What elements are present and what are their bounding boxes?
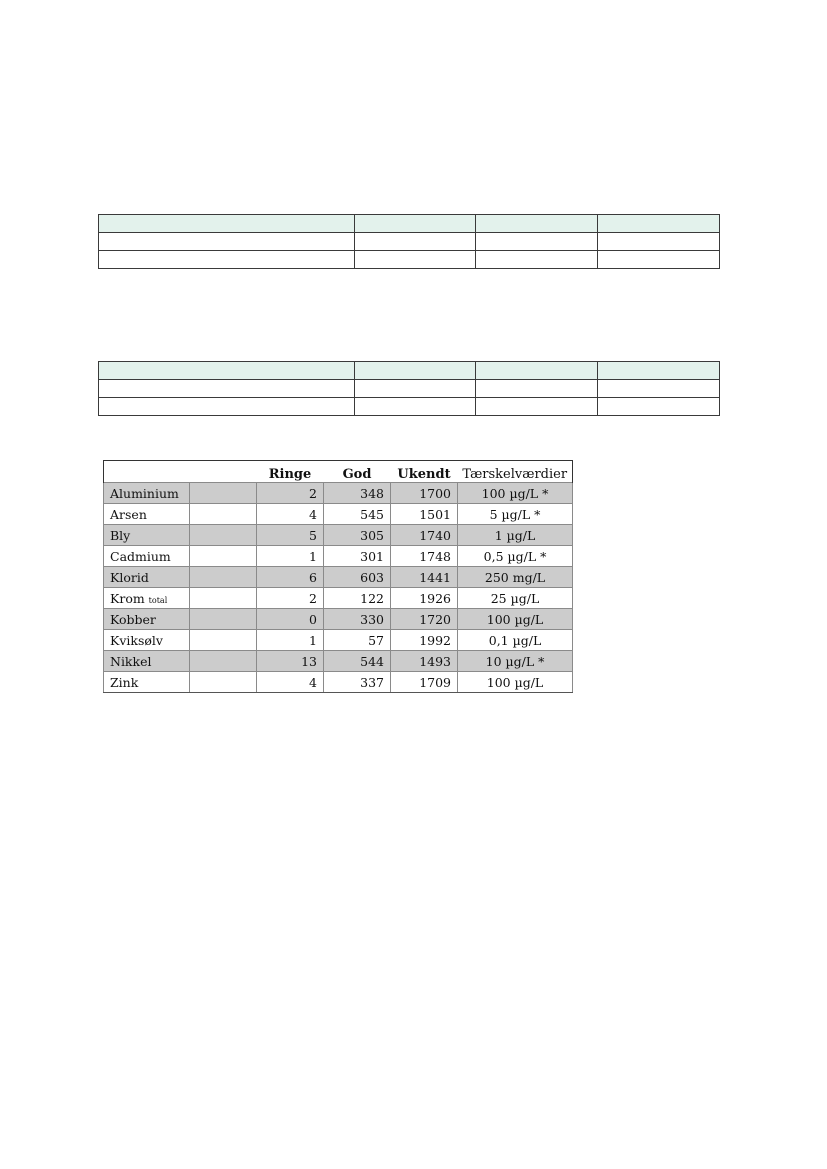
blank-cell (190, 567, 257, 588)
header-god: God (324, 461, 391, 483)
ukendt-value: 1720 (391, 609, 458, 630)
table-cell (476, 398, 598, 416)
ringe-value: 6 (257, 567, 324, 588)
metal-name (104, 504, 190, 525)
table-row (104, 483, 573, 504)
threshold-value: 250 mg/L (458, 567, 573, 588)
metal-name (104, 630, 190, 651)
ukendt-value: 1992 (391, 630, 458, 651)
table-cell (598, 380, 720, 398)
table-row (99, 380, 720, 398)
ukendt-value: 1493 (391, 651, 458, 672)
threshold-value: 25 µg/L (458, 588, 573, 609)
table-row (104, 609, 573, 630)
table-row (104, 504, 573, 525)
table-row (104, 672, 573, 693)
god-value: 337 (324, 672, 391, 693)
metal-name-text: Arsen (110, 506, 147, 522)
threshold-value: 5 µg/L * (458, 504, 573, 525)
ringe-value: 2 (257, 588, 324, 609)
table-cell (99, 380, 355, 398)
threshold-value: 1 µg/L (458, 525, 573, 546)
table-cell (355, 380, 476, 398)
table-cell (476, 362, 598, 380)
threshold-value: 10 µg/L * (458, 651, 573, 672)
ringe-value: 4 (257, 672, 324, 693)
table-cell (99, 362, 355, 380)
header-name (104, 461, 190, 483)
metal-name-text: Kobber (110, 611, 156, 627)
metal-name-text: Klorid (110, 569, 149, 585)
god-value: 544 (324, 651, 391, 672)
table-cell (598, 233, 720, 251)
threshold-value: 0,5 µg/L * (458, 546, 573, 567)
table-cell (355, 215, 476, 233)
table-row (104, 630, 573, 651)
ukendt-value: 1740 (391, 525, 458, 546)
table-cell (476, 233, 598, 251)
table-row (104, 525, 573, 546)
header-ringe: Ringe (257, 461, 324, 483)
table-cell (598, 398, 720, 416)
metal-name-text: Cadmium (110, 548, 171, 564)
metal-name (104, 525, 190, 546)
metal-name (104, 483, 190, 504)
table-cell (355, 233, 476, 251)
table-cell (355, 251, 476, 269)
empty-table-1 (98, 214, 720, 269)
table-cell (598, 362, 720, 380)
metal-name (104, 651, 190, 672)
blank-cell (190, 483, 257, 504)
ukendt-value: 1501 (391, 504, 458, 525)
header-blank (190, 461, 257, 483)
ringe-value: 1 (257, 630, 324, 651)
ringe-value: 1 (257, 546, 324, 567)
ringe-value: 4 (257, 504, 324, 525)
ringe-value: 2 (257, 483, 324, 504)
blank-cell (190, 546, 257, 567)
god-value: 603 (324, 567, 391, 588)
blank-cell (190, 630, 257, 651)
metals-header-row (104, 461, 573, 483)
table-cell (598, 215, 720, 233)
ukendt-value: 1709 (391, 672, 458, 693)
table-header-row (99, 362, 720, 380)
metal-name-text: Kviksølv (110, 632, 163, 648)
metal-name-subscript: total (148, 595, 168, 605)
table-row (99, 233, 720, 251)
ukendt-value: 1700 (391, 483, 458, 504)
metal-name (104, 672, 190, 693)
table-cell (99, 398, 355, 416)
ukendt-value: 1748 (391, 546, 458, 567)
table-cell (476, 251, 598, 269)
table-row (104, 651, 573, 672)
table-cell (99, 251, 355, 269)
blank-cell (190, 609, 257, 630)
empty-table-2 (98, 361, 720, 416)
metal-name-text: Bly (110, 527, 131, 543)
ringe-value: 0 (257, 609, 324, 630)
metal-name-text: Nikkel (110, 653, 152, 669)
god-value: 348 (324, 483, 391, 504)
threshold-value: 100 µg/L (458, 672, 573, 693)
table-row (99, 398, 720, 416)
threshold-value: 0,1 µg/L (458, 630, 573, 651)
god-value: 330 (324, 609, 391, 630)
ukendt-value: 1926 (391, 588, 458, 609)
metal-name (104, 609, 190, 630)
table-row (104, 546, 573, 567)
metal-name-text: Krom (110, 590, 149, 606)
god-value: 57 (324, 630, 391, 651)
god-value: 305 (324, 525, 391, 546)
god-value: 122 (324, 588, 391, 609)
metal-name (104, 588, 190, 609)
threshold-value: 100 µg/L (458, 609, 573, 630)
ukendt-value: 1441 (391, 567, 458, 588)
ringe-value: 5 (257, 525, 324, 546)
metal-name-text: Aluminium (110, 485, 179, 501)
blank-cell (190, 588, 257, 609)
metals-table (103, 460, 573, 693)
metal-name (104, 567, 190, 588)
blank-cell (190, 672, 257, 693)
blank-cell (190, 504, 257, 525)
table-cell (355, 362, 476, 380)
table-cell (99, 215, 355, 233)
table-row (104, 588, 573, 609)
metal-name (104, 546, 190, 567)
table-header-row (99, 215, 720, 233)
table-cell (476, 215, 598, 233)
header-ukendt: Ukendt (391, 461, 458, 483)
table-cell (598, 251, 720, 269)
blank-cell (190, 651, 257, 672)
table-row (99, 251, 720, 269)
table-cell (355, 398, 476, 416)
table-row (104, 567, 573, 588)
god-value: 301 (324, 546, 391, 567)
god-value: 545 (324, 504, 391, 525)
threshold-value: 100 µg/L * (458, 483, 573, 504)
ringe-value: 13 (257, 651, 324, 672)
header-threshold: Tærskelværdier (458, 461, 573, 483)
table-cell (99, 233, 355, 251)
table-cell (476, 380, 598, 398)
metal-name-text: Zink (110, 674, 139, 690)
blank-cell (190, 525, 257, 546)
